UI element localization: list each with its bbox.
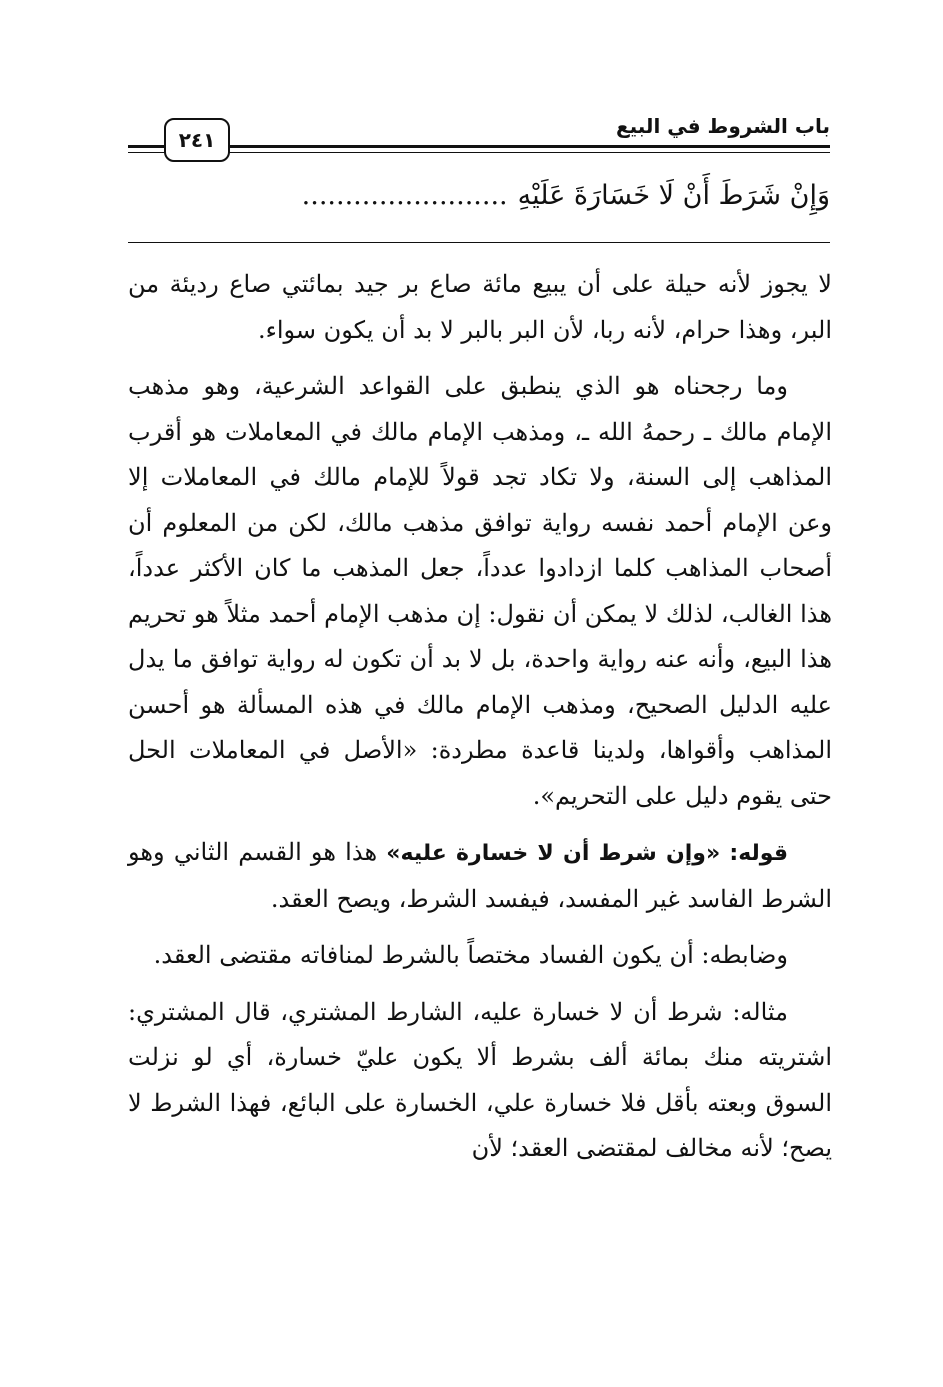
paragraph-3-text: هذا هو القسم الثاني وهو الشرط الفاسد غير المفسد، فيفسد الشرط، ويصح العقد. xyxy=(128,838,832,913)
running-header xyxy=(128,112,830,162)
matn-dots: ........................ xyxy=(301,180,508,211)
paragraph-3 xyxy=(128,830,832,922)
header-rule-thin xyxy=(128,152,830,153)
matn-separator xyxy=(128,242,830,243)
chapter-title: باب الشروط في البيع xyxy=(615,114,830,138)
paragraph-4: وضابطه: أن يكون الفساد مختصاً بالشرط لمنافاته مقتضى العقد. xyxy=(153,941,788,969)
matn-text: وَإِنْ شَرَطَ أَنْ لَا خَسَارَةَ عَلَيْهِ xyxy=(517,180,830,211)
matn-line xyxy=(128,168,830,224)
commentary-body xyxy=(128,262,832,1183)
paragraph-1: لا يجوز لأنه حيلة على أن يبيع مائة صاع بر جيد بمائتي صاع رديئة من البر، وهذا حرام، لأنه ربا، لأن البر بالبر لا بد أن يكون سواء. xyxy=(128,270,832,344)
paragraph-5: مثاله: شرط أن لا خسارة عليه، الشارط المشتري، قال المشتري: اشتريته منك بمائة ألف بشرط ألا يكون عليّ خسارة، أي لو نزلت السوق وبعته بأقل فلا خسارة علي، الخسارة على البائع، فهذا الشرط لا يصح؛ لأنه مخالف لمقتضى العقد؛ لأن xyxy=(128,997,832,1162)
header-rule-thick xyxy=(128,145,830,148)
qawluh-quote: قوله: «وإن شرط أن لا خسارة عليه» xyxy=(386,841,788,866)
paragraph-2: وما رجحناه هو الذي ينطبق على القواعد الشرعية، وهو مذهب الإمام مالك ـ رحمهُ الله ـ، ومذهب الإمام مالك في المعاملات هو أقرب المذاهب إلى السنة، ولا تكاد تجد قولاً للإمام مالك في المعاملات إلا وعن الإمام أحمد نفسه رواية توافق مذهب مالك، لكن من المعلوم أن أصحاب المذاهب كلما ازدادوا عدداً، جعل المذهب ما كان الأكثر عدداً، هذا الغالب، لذلك لا يمكن أن نقول: إن مذهب الإمام أحمد مثلاً هو تحريم هذا البيع، وأنه عنه رواية واحدة، بل لا بد أن تكون له رواية توافق ما يدل عليه الدليل الصحيح، ومذهب الإمام مالك في هذه المسألة هو أحسن المذاهب وأقواها، ولدينا قاعدة مطردة: «الأصل في المعاملات الحل حتى يقوم دليل على التحريم». xyxy=(128,372,833,810)
page-number: ٢٤١ xyxy=(164,118,230,162)
